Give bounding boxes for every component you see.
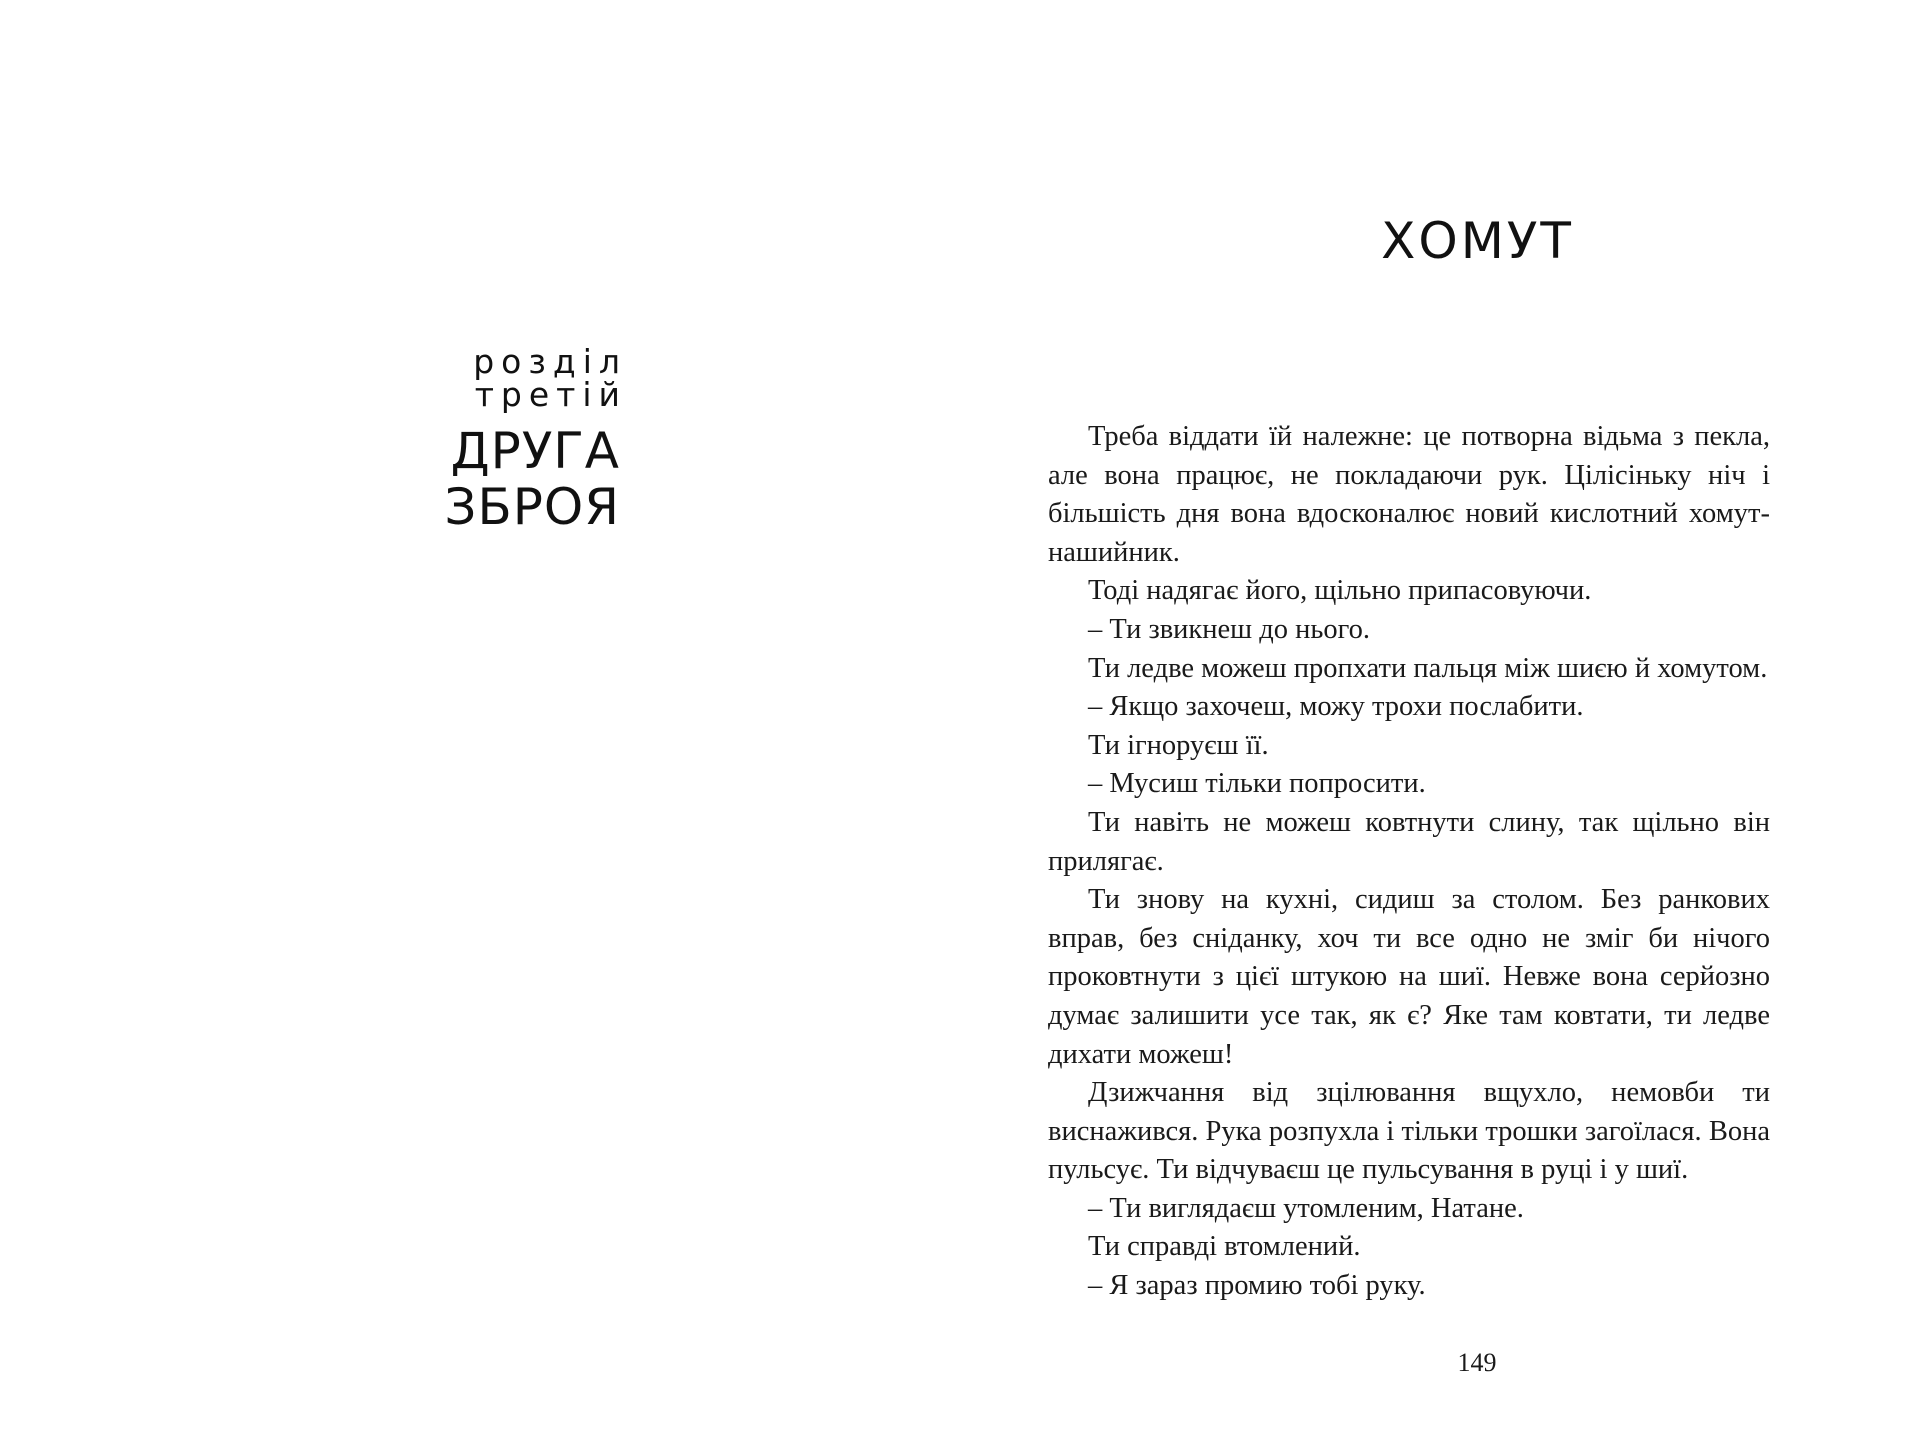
- section-label-line-2: третій: [474, 375, 627, 414]
- paragraph: Ти ледве можеш пропхати пальця між шиєю й хомутом.: [1088, 652, 1768, 684]
- body-text: [1048, 418, 1770, 1306]
- page-number: 149: [1457, 1348, 1497, 1377]
- paragraph: Тоді надягає його, щільно припасовуючи.: [1088, 575, 1592, 607]
- section-title: [380, 423, 620, 535]
- paragraph: – Мусиш тільки попросити.: [1088, 768, 1426, 800]
- chapter-title: ХОМУТ: [1381, 212, 1574, 270]
- paragraph: Ти знову на кухні, сидиш за столом. Без ранкових вправ, без сніданку, хоч ти все одно не зміг би нічого проковтнути з цієї штукою на шиї. Невже вона серйозно думає залишити усе так, як є? Яке там ковтати, ти ледве дихати можеш!: [1048, 884, 1770, 1070]
- paragraph: Ти навіть не можеш ковтнути слину, так щільно він прилягає.: [1048, 806, 1770, 877]
- section-title-line-1: ДРУГА: [450, 422, 620, 480]
- right-page: [960, 0, 1920, 1450]
- section-heading: [380, 342, 627, 536]
- paragraph: – Якщо захочеш, можу трохи послабити.: [1088, 691, 1584, 723]
- paragraph: Дзижчання від зцілювання вщухло, немовби ти виснажився. Рука розпухла і тільки трошки загоїлася. Вона пульсує. Ти відчуваєш це пульсування в руці і у шиї.: [1048, 1077, 1770, 1186]
- paragraph: Ти справді втомлений.: [1088, 1231, 1361, 1263]
- section-label-line-1: розділ: [473, 342, 627, 381]
- section-title-line-2: ЗБРОЯ: [444, 478, 620, 536]
- paragraph: – Я зараз промию тобі руку.: [1088, 1270, 1426, 1302]
- paragraph: Ти ігноруєш її.: [1088, 729, 1269, 761]
- paragraph: – Ти звикнеш до нього.: [1088, 613, 1370, 645]
- paragraph: – Ти виглядаєш утомленим, Натане.: [1088, 1192, 1524, 1224]
- paragraph: Треба віддати їй належне: це потворна відьма з пекла, але вона працює, не покладаючи рук. Цілісіньку ніч і більшість дня вона вдосконалює новий кислотний хомут-нашийник.: [1048, 421, 1770, 568]
